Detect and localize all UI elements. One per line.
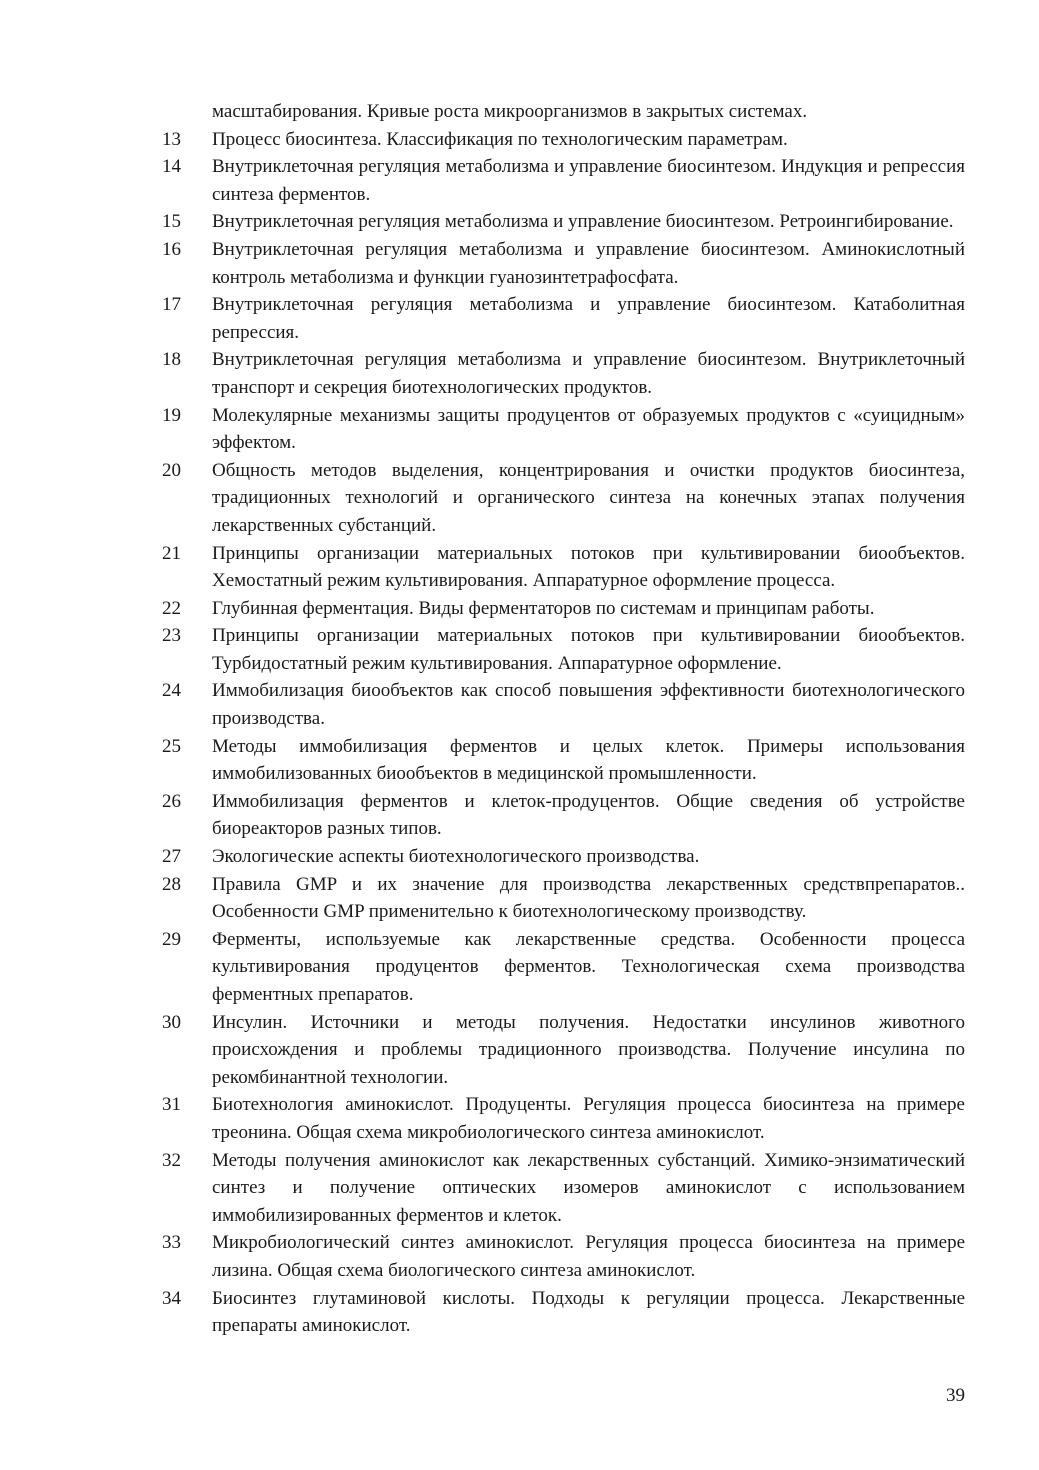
item-text: Экологические аспекты биотехнологического производства. [212, 846, 700, 868]
item-number: 29 [162, 928, 181, 950]
item-number: 22 [162, 597, 181, 619]
list-item [162, 540, 965, 595]
list-item [162, 1285, 965, 1340]
item-text: Методы получения аминокислот как лекарственных субстанций. Химико-энзиматический синтез и получение оптических изомеров аминокислот с использованием иммобилизированных ферментов и клеток. [212, 1149, 965, 1226]
list-item [162, 1229, 965, 1284]
list-item [162, 871, 965, 926]
item-number: 16 [162, 238, 181, 260]
item-text: Глубинная ферментация. Виды ферментаторов по системам и принципам работы. [212, 597, 875, 619]
list-item [162, 153, 965, 208]
list-item [162, 677, 965, 732]
list-item [162, 1091, 965, 1146]
item-text: Общность методов выделения, концентрирования и очистки продуктов биосинтеза, традиционных технологий и органического синтеза на конечных этапах получения лекарственных субстанций. [212, 459, 965, 536]
item-text: Инсулин. Источники и методы получения. Недостатки инсулинов животного происхождения и проблемы традиционного производства. Получение инсулина по рекомбинантной технологии. [212, 1011, 965, 1088]
item-number: 13 [162, 128, 181, 150]
list-item [162, 208, 965, 236]
list-item [162, 457, 965, 540]
item-number: 23 [162, 625, 181, 647]
item-number: 32 [162, 1149, 181, 1171]
item-number: 21 [162, 542, 181, 564]
list-item [162, 1009, 965, 1092]
list-item [162, 402, 965, 457]
item-text: Иммобилизация биообъектов как способ повышения эффективности биотехнологического производства. [212, 680, 965, 730]
list-item [162, 346, 965, 401]
list-item [162, 622, 965, 677]
list-item [162, 1147, 965, 1230]
item-number: 25 [162, 735, 181, 757]
page-number: 39 [946, 1385, 965, 1406]
list-item [162, 788, 965, 843]
items-container [162, 126, 965, 1340]
item-text: Внутриклеточная регуляция метаболизма и управление биосинтезом. Внутриклеточный транспорт и секреция биотехнологических продуктов. [212, 349, 965, 398]
list-item [162, 926, 965, 1009]
item-text: Внутриклеточная регуляция метаболизма и управление биосинтезом. Индукция и репрессия синтеза ферментов. [212, 156, 965, 205]
item-text: Процесс биосинтеза. Классификация по технологическим параметрам. [212, 128, 788, 150]
item-number: 34 [162, 1287, 181, 1309]
item-number: 18 [162, 349, 181, 371]
question-list [162, 98, 965, 1340]
item-text: Ферменты, используемые как лекарственные средства. Особенности процесса культивирования продуцентов ферментов. Технологическая схема производства ферментных препаратов. [212, 928, 965, 1005]
item-number: 17 [162, 294, 181, 316]
item-text: Молекулярные механизмы защиты продуцентов от образуемых продуктов с «суицидным» эффектом. [212, 404, 965, 454]
item-text: Биосинтез глутаминовой кислоты. Подходы к регуляции процесса. Лекарственные препараты аминокислот. [212, 1287, 965, 1337]
item-text: Внутриклеточная регуляция метаболизма и управление биосинтезом. Аминокислотный контроль метаболизма и функции гуанозинтетрафосфата. [212, 238, 965, 288]
item-text: Внутриклеточная регуляция метаболизма и управление биосинтезом. Ретроингибирование. [212, 211, 954, 233]
item-number: 20 [162, 459, 181, 481]
item-number: 30 [162, 1011, 181, 1033]
item-text: Биотехнология аминокислот. Продуценты. Регуляция процесса биосинтеза на примере треонина. Общая схема микробиологического синтеза аминокислот. [212, 1094, 965, 1143]
list-item [162, 843, 965, 871]
list-item [162, 126, 965, 154]
item-text: Микробиологический синтез аминокислот. Регуляция процесса биосинтеза на примере лизина. Общая схема биологического синтеза аминокислот. [212, 1232, 965, 1281]
list-item [162, 733, 965, 788]
item-text: Иммобилизация ферментов и клеток-продуцентов. Общие сведения об устройстве биореакторов разных типов. [212, 790, 965, 840]
item-text: Методы иммобилизация ферментов и целых клеток. Примеры использования иммобилизованных биообъектов в медицинской промышленности. [212, 735, 965, 785]
item-number: 33 [162, 1232, 181, 1254]
item-text: Принципы организации материальных потоков при культивировании биообъектов. Хемостатный режим культивирования. Аппаратурное оформление процесса. [212, 542, 965, 592]
continuation-line: масштабирования. Кривые роста микроорганизмов в закрытых системах. [212, 101, 808, 122]
item-text: Принципы организации материальных потоков при культивировании биообъектов. Турбидостатный режим культивирования. Аппаратурное оформление. [212, 625, 965, 674]
item-number: 24 [162, 680, 181, 702]
item-number: 14 [162, 156, 181, 178]
item-number: 26 [162, 790, 181, 812]
list-item [162, 236, 965, 291]
item-number: 15 [162, 211, 181, 233]
list-item [162, 595, 965, 623]
item-number: 31 [162, 1094, 181, 1116]
item-text: Внутриклеточная регуляция метаболизма и управление биосинтезом. Катаболитная репрессия. [212, 294, 965, 343]
item-number: 19 [162, 404, 181, 426]
item-text: Правила GMP и их значение для производства лекарственных средствпрепаратов.. Особенности GMP применительно к биотехнологическому производству. [212, 873, 965, 923]
item-number: 27 [162, 846, 181, 868]
item-number: 28 [162, 873, 181, 895]
list-item [162, 291, 965, 346]
